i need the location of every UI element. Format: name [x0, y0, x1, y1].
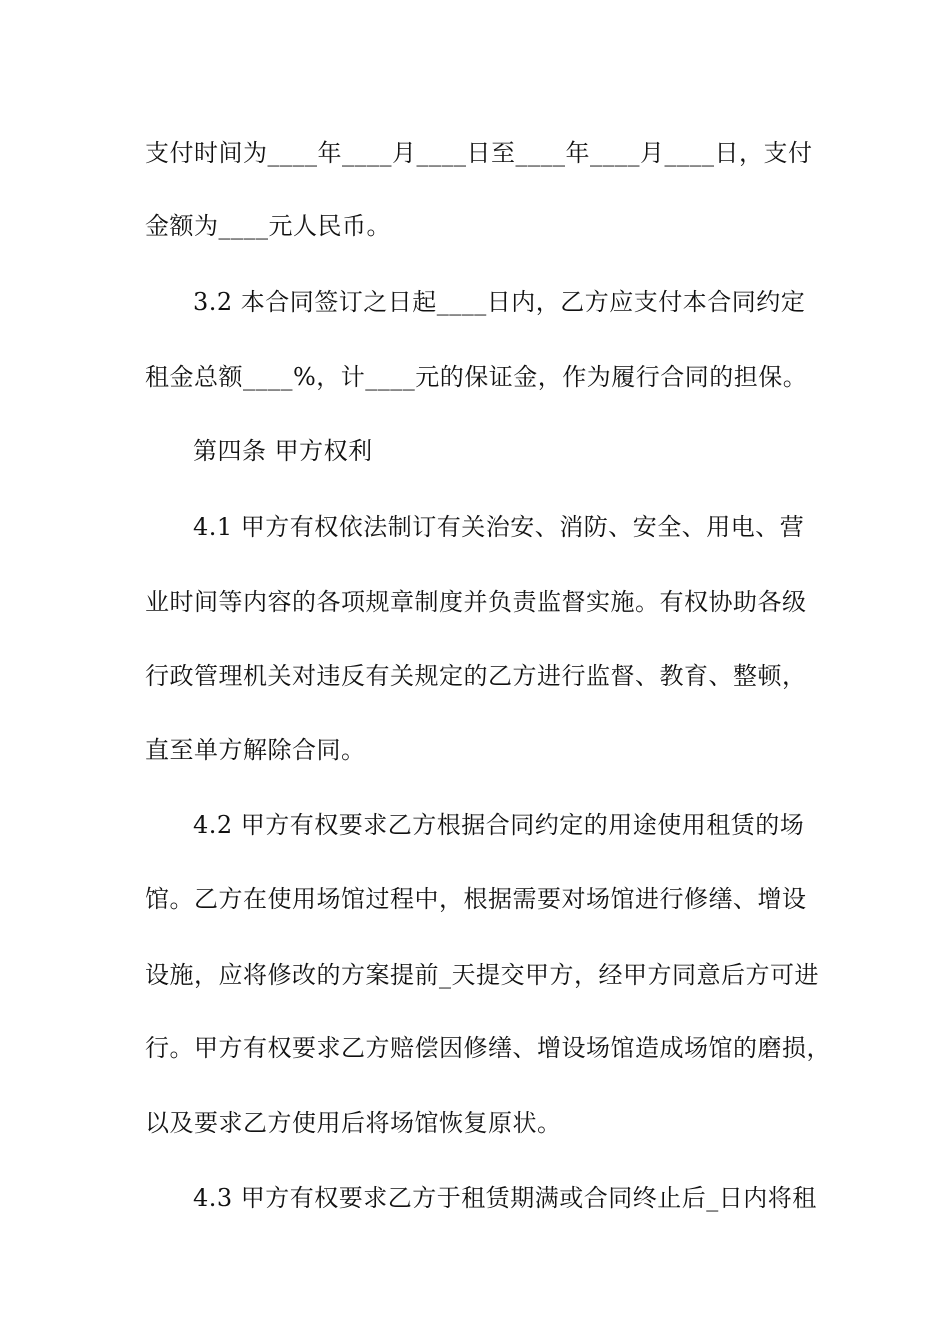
text-line: 设施，应将修改的方案提前_天提交甲方，经甲方同意后方可进	[145, 961, 819, 989]
text-line: 支付时间为____年____月____日至____年____月____日，支付	[145, 139, 813, 167]
text-line: 租金总额____%，计____元的保证金，作为履行合同的担保。	[145, 363, 808, 391]
section-heading: 第四条 甲方权利	[193, 437, 373, 465]
text-line: 业时间等内容的各项规章制度并负责监督实施。有权协助各级	[145, 588, 807, 616]
text-line: 行政管理机关对违反有关规定的乙方进行监督、教育、整顿，	[145, 662, 807, 690]
text-line: 4.3 甲方有权要求乙方于租赁期满或合同终止后_日内将租	[193, 1184, 817, 1212]
text-line: 直至单方解除合同。	[145, 736, 366, 764]
text-line: 以及要求乙方使用后将场馆恢复原状。	[145, 1109, 562, 1137]
text-line: 4.1 甲方有权依法制订有关治安、消防、安全、用电、营	[193, 513, 805, 541]
text-line: 金额为____元人民币。	[145, 212, 391, 240]
text-line: 3.2 本合同签订之日起____日内，乙方应支付本合同约定	[193, 288, 806, 316]
text-line: 行。甲方有权要求乙方赔偿因修缮、增设场馆造成场馆的磨损，	[145, 1034, 831, 1062]
text-line: 4.2 甲方有权要求乙方根据合同约定的用途使用租赁的场	[193, 811, 805, 839]
text-line: 馆。乙方在使用场馆过程中，根据需要对场馆进行修缮、增设	[145, 885, 807, 913]
